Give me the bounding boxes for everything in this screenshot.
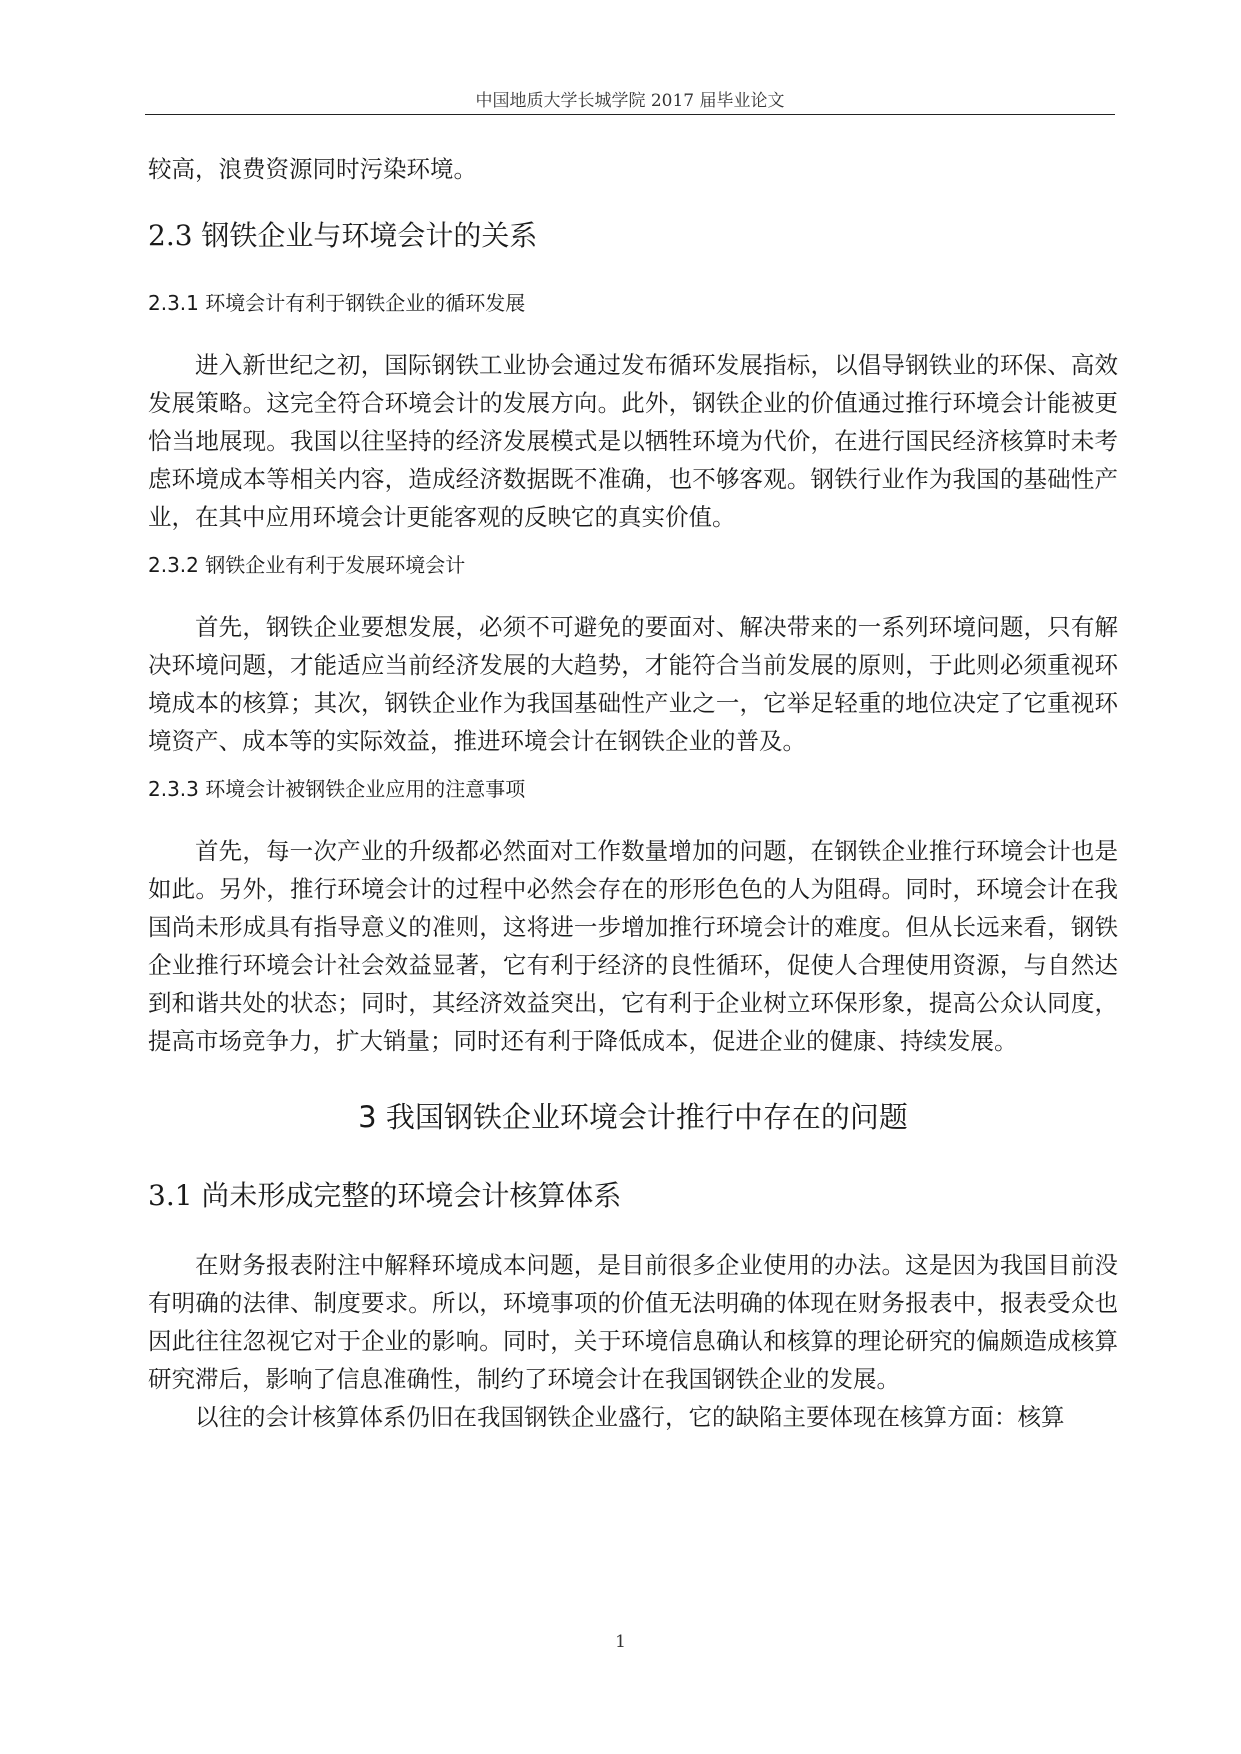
section-2-3-3-paragraph: 首先，每一次产业的升级都必然面对工作数量增加的问题，在钢铁企业推行环境会计也是如此。另外，推行环境会计的过程中必然会存在的形形色色的人为阻碍。同时，环境会计在我国尚未形成具有指导意义的准则，这将进一步增加推行环境会计的难度。但从长远来看，钢铁企业推行环境会计社会效益显著，它有利于经济的良性循环，促使人合理使用资源，与自然达到和谐共处的状态；同时，其经济效益突出，它有利于企业树立环保形象，提高公众认同度，提高市场竞争力，扩大销量；同时还有利于降低成本，促进企业的健康、持续发展。 xyxy=(148,837,1118,1055)
section-2-3-1-paragraph: 进入新世纪之初，国际钢铁工业协会通过发布循环发展指标，以倡导钢铁业的环保、高效发展策略。这完全符合环境会计的发展方向。此外，钢铁企业的价值通过推行环境会计能被更恰当地展现。我国以往坚持的经济发展模式是以牺牲环境为代价，在进行国民经济核算时未考虑环境成本等相关内容，造成经济数据既不准确，也不够客观。钢铁行业作为我国的基础性产业，在其中应用环境会计更能客观的反映它的真实价值。 xyxy=(148,351,1118,531)
header-divider xyxy=(145,114,1115,115)
page-content xyxy=(148,150,1118,1436)
section-2-3-2-paragraph: 首先，钢铁企业要想发展，必须不可避免的要面对、解决带来的一系列环境问题，只有解决环境问题，才能适应当前经济发展的大趋势，才能符合当前发展的原则，于此则必须重视环境成本的核算；其次，钢铁企业作为我国基础性产业之一，它举足轻重的地位决定了它重视环境资产、成本等的实际效益，推进环境会计在钢铁企业的普及。 xyxy=(148,613,1118,755)
section-3-1-paragraph-2: 以往的会计核算体系仍旧在我国钢铁企业盛行，它的缺陷主要体现在核算方面：核算 xyxy=(195,1403,1065,1431)
section-3-1-heading: 3.1 尚未形成完整的环境会计核算体系 xyxy=(148,1179,622,1212)
section-2-3-heading: 2.3 钢铁企业与环境会计的关系 xyxy=(148,219,538,252)
section-2-3-3-heading: 2.3.3 环境会计被钢铁企业应用的注意事项 xyxy=(148,777,526,801)
carry-over-paragraph: 较高，浪费资源同时污染环境。 xyxy=(148,155,477,183)
section-2-3-2-heading: 2.3.2 钢铁企业有利于发展环境会计 xyxy=(148,553,466,577)
page-header-title: 中国地质大学长城学院 2017 届毕业论文 xyxy=(475,91,785,111)
chapter-3-heading: 3 我国钢铁企业环境会计推行中存在的问题 xyxy=(358,1100,908,1134)
section-3-1-paragraph-1: 在财务报表附注中解释环境成本问题，是目前很多企业使用的办法。这是因为我国目前没有明确的法律、制度要求。所以，环境事项的价值无法明确的体现在财务报表中，报表受众也因此往往忽视它对于企业的影响。同时，关于环境信息确认和核算的理论研究的偏颇造成核算研究滞后，影响了信息准确性，制约了环境会计在我国钢铁企业的发展。 xyxy=(148,1251,1118,1393)
section-2-3-1-heading: 2.3.1 环境会计有利于钢铁企业的循环发展 xyxy=(148,291,526,315)
page-number: 1 xyxy=(615,1632,626,1652)
